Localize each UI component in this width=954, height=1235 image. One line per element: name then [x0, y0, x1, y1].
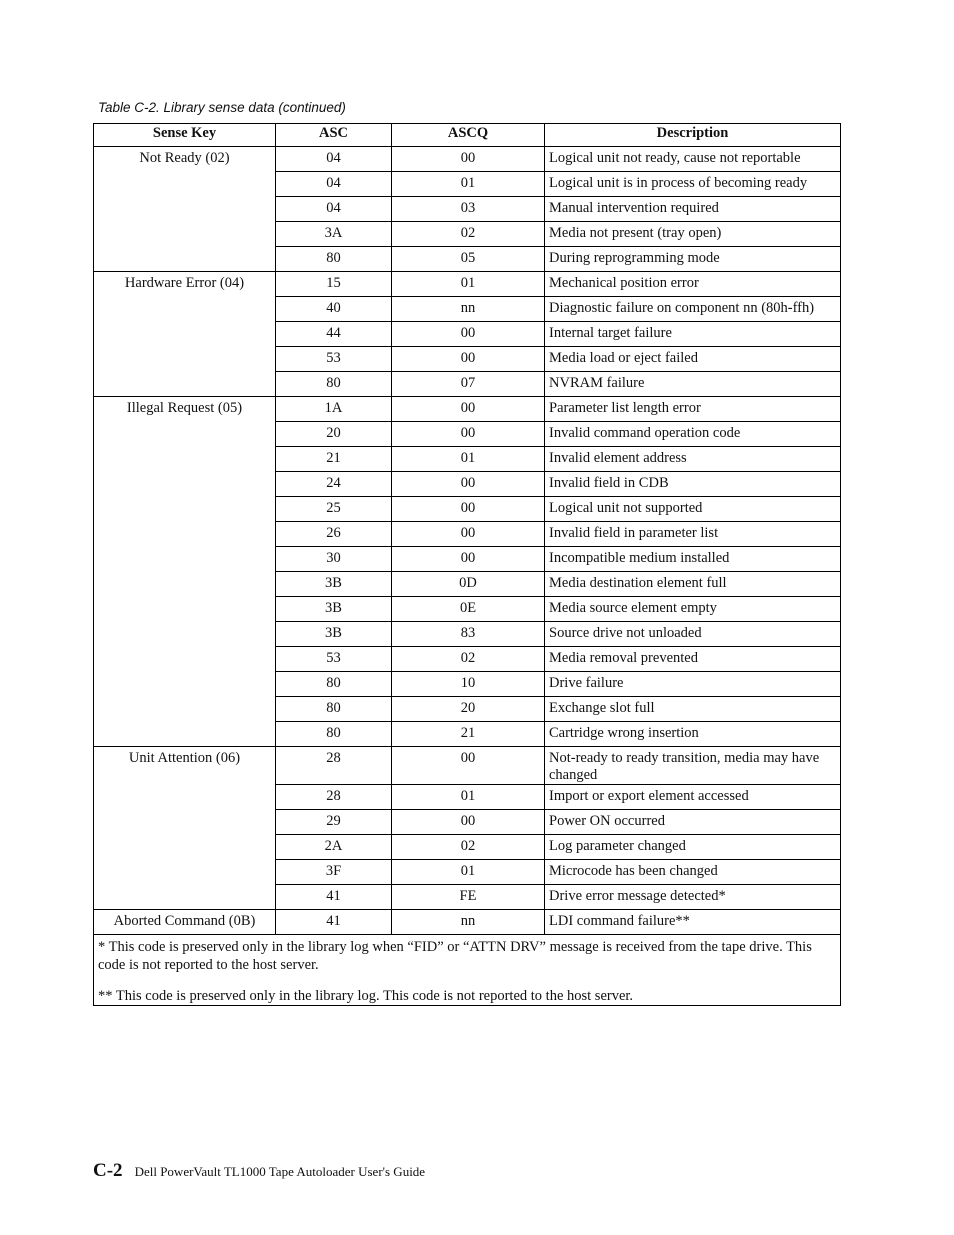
- ascq-cell: 21: [392, 722, 545, 747]
- ascq-cell: 00: [392, 147, 545, 172]
- ascq-cell: nn: [392, 297, 545, 322]
- description-cell: During reprogramming mode: [545, 247, 841, 272]
- ascq-cell: 02: [392, 222, 545, 247]
- description-cell: Diagnostic failure on component nn (80h-ffh): [545, 297, 841, 322]
- asc-cell: 04: [276, 197, 392, 222]
- description-cell: Microcode has been changed: [545, 860, 841, 885]
- description-cell: Media removal prevented: [545, 647, 841, 672]
- description-cell: Power ON occurred: [545, 810, 841, 835]
- sense-data-table: [93, 123, 841, 1006]
- asc-cell: 80: [276, 372, 392, 397]
- description-cell: Invalid element address: [545, 447, 841, 472]
- description-cell: Logical unit not ready, cause not reportable: [545, 147, 841, 172]
- description-cell: Media source element empty: [545, 597, 841, 622]
- asc-cell: 28: [276, 747, 392, 785]
- table-row: [94, 272, 841, 297]
- asc-cell: 80: [276, 672, 392, 697]
- sense-key-cell: Not Ready (02): [94, 147, 276, 272]
- ascq-cell: 00: [392, 347, 545, 372]
- ascq-cell: 0E: [392, 597, 545, 622]
- asc-cell: 24: [276, 472, 392, 497]
- description-cell: Logical unit not supported: [545, 497, 841, 522]
- description-cell: Incompatible medium installed: [545, 547, 841, 572]
- ascq-cell: FE: [392, 885, 545, 910]
- footnote-double-asterisk: ** This code is preserved only in the library log. This code is not reported to the host server.: [98, 988, 634, 1004]
- table-header-row: [94, 124, 841, 147]
- asc-cell: 28: [276, 785, 392, 810]
- asc-cell: 41: [276, 885, 392, 910]
- asc-cell: 53: [276, 647, 392, 672]
- ascq-cell: 03: [392, 197, 545, 222]
- ascq-cell: 01: [392, 785, 545, 810]
- ascq-cell: 0D: [392, 572, 545, 597]
- ascq-cell: 83: [392, 622, 545, 647]
- ascq-cell: 00: [392, 810, 545, 835]
- table-body: [94, 147, 841, 935]
- asc-cell: 29: [276, 810, 392, 835]
- asc-cell: 21: [276, 447, 392, 472]
- asc-cell: 04: [276, 172, 392, 197]
- ascq-cell: nn: [392, 910, 545, 935]
- document-title: Dell PowerVault TL1000 Tape Autoloader User's Guide: [134, 1164, 426, 1179]
- description-cell: Media destination element full: [545, 572, 841, 597]
- description-cell: Manual intervention required: [545, 197, 841, 222]
- ascq-cell: 00: [392, 422, 545, 447]
- ascq-cell: 00: [392, 497, 545, 522]
- table-caption: Table C-2. Library sense data (continued): [98, 100, 346, 115]
- table-row: [94, 147, 841, 172]
- header-ascq: ASCQ: [392, 124, 545, 147]
- description-cell: Media not present (tray open): [545, 222, 841, 247]
- description-cell: Drive error message detected*: [545, 885, 841, 910]
- description-cell: Log parameter changed: [545, 835, 841, 860]
- description-cell: Exchange slot full: [545, 697, 841, 722]
- description-cell: Parameter list length error: [545, 397, 841, 422]
- description-cell: Source drive not unloaded: [545, 622, 841, 647]
- asc-cell: 44: [276, 322, 392, 347]
- asc-cell: 3F: [276, 860, 392, 885]
- description-cell: Media load or eject failed: [545, 347, 841, 372]
- ascq-cell: 00: [392, 472, 545, 497]
- asc-cell: 41: [276, 910, 392, 935]
- ascq-cell: 00: [392, 547, 545, 572]
- description-cell: LDI command failure**: [545, 910, 841, 935]
- description-cell: Invalid field in parameter list: [545, 522, 841, 547]
- sense-key-cell: Aborted Command (0B): [94, 910, 276, 935]
- ascq-cell: 01: [392, 860, 545, 885]
- sense-key-cell: Illegal Request (05): [94, 397, 276, 747]
- ascq-cell: 02: [392, 647, 545, 672]
- asc-cell: 3B: [276, 622, 392, 647]
- description-cell: Cartridge wrong insertion: [545, 722, 841, 747]
- header-sense-key: Sense Key: [94, 124, 276, 147]
- description-cell: Mechanical position error: [545, 272, 841, 297]
- ascq-cell: 02: [392, 835, 545, 860]
- description-cell: Invalid command operation code: [545, 422, 841, 447]
- asc-cell: 80: [276, 247, 392, 272]
- page-number: C-2: [93, 1160, 123, 1181]
- footnote-single-asterisk: * This code is preserved only in the library log when “FID” or “ATTN DRV” message is received from the tape drive. This code is not reported to the host server.: [98, 939, 812, 973]
- asc-cell: 2A: [276, 835, 392, 860]
- description-cell: Import or export element accessed: [545, 785, 841, 810]
- ascq-cell: 00: [392, 397, 545, 422]
- ascq-cell: 07: [392, 372, 545, 397]
- asc-cell: 30: [276, 547, 392, 572]
- asc-cell: 15: [276, 272, 392, 297]
- asc-cell: 3B: [276, 572, 392, 597]
- asc-cell: 80: [276, 722, 392, 747]
- description-cell: NVRAM failure: [545, 372, 841, 397]
- description-cell: Invalid field in CDB: [545, 472, 841, 497]
- ascq-cell: 00: [392, 747, 545, 785]
- description-cell: Drive failure: [545, 672, 841, 697]
- asc-cell: 53: [276, 347, 392, 372]
- description-cell: Not-ready to ready transition, media may have changed: [545, 747, 841, 785]
- table-row: [94, 910, 841, 935]
- header-asc: ASC: [276, 124, 392, 147]
- asc-cell: 25: [276, 497, 392, 522]
- ascq-cell: 10: [392, 672, 545, 697]
- notes-row: [94, 935, 841, 1006]
- asc-cell: 26: [276, 522, 392, 547]
- ascq-cell: 01: [392, 172, 545, 197]
- description-cell: Logical unit is in process of becoming ready: [545, 172, 841, 197]
- asc-cell: 20: [276, 422, 392, 447]
- notes-cell: [94, 935, 841, 1006]
- asc-cell: 80: [276, 697, 392, 722]
- ascq-cell: 05: [392, 247, 545, 272]
- sense-key-cell: Unit Attention (06): [94, 747, 276, 910]
- header-description: Description: [545, 124, 841, 147]
- ascq-cell: 20: [392, 697, 545, 722]
- sense-key-cell: Hardware Error (04): [94, 272, 276, 397]
- table-row: [94, 397, 841, 422]
- asc-cell: 3A: [276, 222, 392, 247]
- table-row: [94, 747, 841, 785]
- asc-cell: 3B: [276, 597, 392, 622]
- ascq-cell: 00: [392, 522, 545, 547]
- ascq-cell: 01: [392, 447, 545, 472]
- asc-cell: 04: [276, 147, 392, 172]
- asc-cell: 1A: [276, 397, 392, 422]
- ascq-cell: 00: [392, 322, 545, 347]
- asc-cell: 40: [276, 297, 392, 322]
- page-footer: [93, 1160, 425, 1182]
- ascq-cell: 01: [392, 272, 545, 297]
- description-cell: Internal target failure: [545, 322, 841, 347]
